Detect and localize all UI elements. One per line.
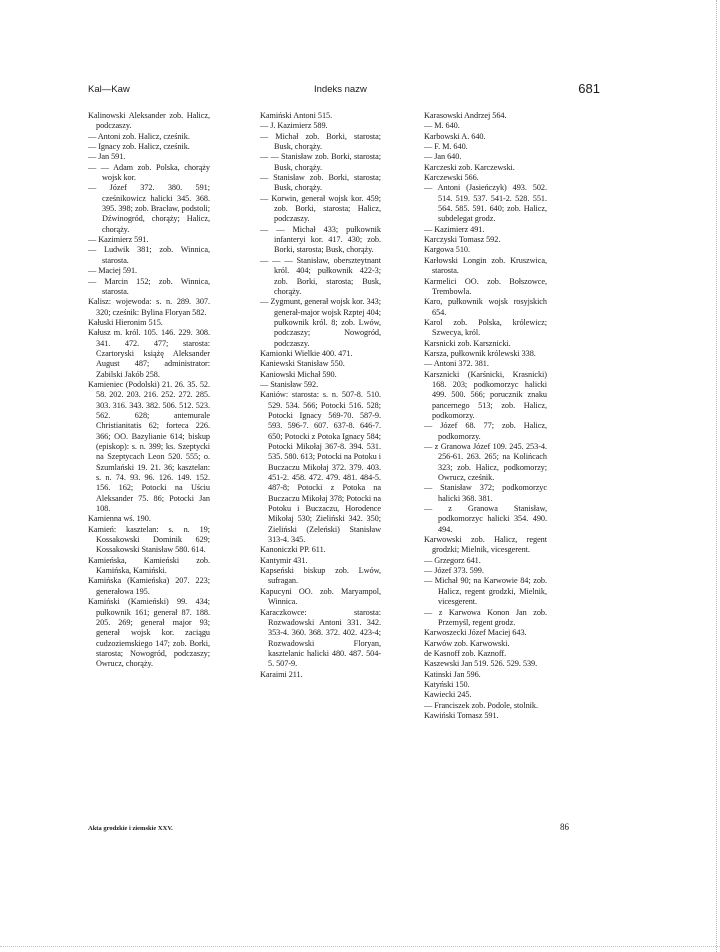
index-entry: Kamieniec (Podolski) 21. 26. 35. 52. 58. 202. 203. 216. 252. 272. 285. 303. 316. 343. 382. 506. 512. 523. 562. 628; antemurale Christianitatis 62; forteca 226. 366; OO. Bazylianie 614; biskup (episkop): s. n. 399; ks. Szeptycki na Szeptycach Leon 520. 555; o. Szumlański 19. 21. 36; kasztelan: s. n. 74. 93. 96. 126. 149. 152. 156. 162; Potocki na Uściu Aleksander 75. 86; Potocki Jan 108. xyxy=(88,379,210,514)
index-entry: — Kazimierz 491. xyxy=(424,224,485,234)
index-entry: Karwowski zob. Halicz, regent grodzki; Mielnik, vicesgerent. xyxy=(424,535,547,555)
index-entry: Kapseński biskup zob. Lwów, sufragan. xyxy=(260,566,381,586)
index-entry: Kanoniczki PP. 611. xyxy=(260,545,326,555)
header-title: Indeks nazw xyxy=(314,84,367,95)
index-entry: Karmelici OO. zob. Bołszowce, Trembowla. xyxy=(424,276,547,296)
index-entry: — — Adam zob. Polska, chorąży wojsk kor. xyxy=(88,162,210,183)
index-entry: — — — Stanisław, oberszteytnant król. 404; pułkownik 422-3; zob. Borki, starosta; Busk, chorąży. xyxy=(260,255,381,296)
index-entry: Kaniowski Michał 590. xyxy=(260,369,337,379)
footer-source: Akta grodzkie i ziemskie XXV. xyxy=(88,825,173,832)
page-number: 681 xyxy=(578,81,600,96)
index-entry: Kamionki Wielkie 400. 471. xyxy=(260,348,353,358)
index-entry: Karbowski A. 640. xyxy=(424,131,486,141)
page-edge-right xyxy=(716,0,718,952)
index-entry: — Ludwik 381; zob. Winnica, starosta. xyxy=(88,245,210,265)
index-entry: Kamienna wś. 190. xyxy=(88,514,151,524)
index-entry: — — Stanisław zob. Borki, starosta; Busk, chorąży. xyxy=(260,152,381,172)
index-entry: Karwów zob. Karwowski. xyxy=(424,638,510,648)
index-entry: Katinski Jan 596. xyxy=(424,669,481,679)
index-entry: — Maciej 591. xyxy=(88,266,138,276)
index-entry: Karsnicki zob. Karsznicki. xyxy=(424,338,511,348)
index-entry: — Kazimierz 591. xyxy=(88,235,149,245)
header-range: Kal—Kaw xyxy=(88,84,130,95)
index-column-3 xyxy=(424,111,547,721)
index-entry: — Zygmunt, generał wojsk kor. 343; generał-major wojsk Rzptej 404; pułkownik król. 8; zob. Lwów, podczaszy; Nowogród, podczaszy. xyxy=(260,297,381,348)
index-entry: Kamiński (Kamieński) 99. 434; pułkownik 161; generał 87. 188. 205. 269; generał major 93; generał wojsk kor. zaciągu cudzoziemskiego 147; zob. Borki, starosta; Nowogród, podczaszy; Owrucz, chorąży. xyxy=(88,597,210,669)
index-entry: de Kasnoff zob. Kaznoff. xyxy=(424,648,507,658)
index-entry: — Franciszek zob. Podole, stolnik. xyxy=(424,700,539,710)
index-entry: — Grzegorz 641. xyxy=(424,555,481,565)
index-entry: Karo, pułkownik wojsk rosyjskich 654. xyxy=(424,297,547,317)
index-entry: Karczewski 566. xyxy=(424,173,479,183)
index-entry: — z Granowa Stanisław, podkomorzyc halicki 354. 490. 494. xyxy=(424,504,547,534)
index-entry: — Jan 591. xyxy=(88,152,126,162)
page-edge-bottom xyxy=(0,946,720,948)
index-entry: Kaszewski Jan 519. 526. 529. 539. xyxy=(424,659,538,669)
index-entry: Kamińska (Kamieńska) 207. 223; generałowa 195. xyxy=(88,576,210,596)
running-header xyxy=(88,81,600,99)
index-entry: Karczyski Tomasz 592. xyxy=(424,235,501,245)
index-entry: Kaniów: starosta: s. n. 507-8. 510. 529. 534. 566; Potocki 516. 528; Potocki Ignacy 569-70. 587-9. 593. 596-7. 607. 637-8. 646-7. 650; Potocki z Potoka Ignacy 584; Potocki Mikołaj 367-8. 394. 531. 535. 580. 613; Potocki na Potoku i Buczaczu Mikołaj 372. 379. 403. 451-2. 458. 472. 479. 481. 484-5. 487-8; Potocki z Potoka na Buczaczu Mikołaj 378; Potocki na Potoku i Buczaczu, Horodence Mikołaj 530; Zieliński 342. 350; Zieliński (Zeleński) Stanisław 313-4. 345. xyxy=(260,390,381,545)
index-entry: Karłowski Longin zob. Kruszwica, starosta. xyxy=(424,255,547,276)
index-entry: — Stanisław 372; podkomorzyc halicki 368. 381. xyxy=(424,483,547,503)
index-entry: — Stanisław 592. xyxy=(260,379,319,389)
index-entry: Kapucyni OO. zob. Maryampol, Winnica. xyxy=(260,586,381,607)
index-entry: Karsznicki (Karśnicki, Krasnicki) 168. 203; podkomorzyc halicki 499. 500. 566; porucznik znaku pancernego 513; zob. Halicz, podkomorzy. xyxy=(424,369,547,420)
index-entry: Kaniewski Stanisław 550. xyxy=(260,359,345,369)
index-entry: — Antoni zob. Halicz, cześnik. xyxy=(88,131,190,141)
index-entry: Kałuski Hieronim 515. xyxy=(88,317,163,327)
index-entry: — z Karwowa Konon Jan zob. Przemyśl, regent grodz. xyxy=(424,607,547,627)
index-entry: — Michał zob. Borki, starosta; Busk, chorąży. xyxy=(260,131,381,152)
index-entry: — M. 640. xyxy=(424,121,460,131)
index-entry: Karol zob. Polska, królewicz; Szwecya, król. xyxy=(424,317,547,338)
index-entry: — Antoni 372. 381. xyxy=(424,359,489,369)
index-entry: — Józef 68. 77; zob. Halicz, podkomorzy. xyxy=(424,421,547,441)
index-entry: — Korwin, generał wojsk kor. 459; zob. Borki, starosta; Halicz, podczaszy. xyxy=(260,193,381,224)
index-entry: — Stanisław zob. Borki, starosta; Busk, chorąży. xyxy=(260,173,381,193)
index-entry: Karczeski zob. Karczewski. xyxy=(424,162,515,172)
index-entry: Kamień: kasztelan: s. n. 19; Kossakowski Dominik 629; Kossakowski Stanisław 580. 614. xyxy=(88,524,210,555)
index-entry: Karaimi 211. xyxy=(260,669,303,679)
index-entry: Kamiński Antoni 515. xyxy=(260,111,333,120)
index-entry: Kalisz: wojewoda: s. n. 289. 307. 320; cześnik: Bylina Floryan 582. xyxy=(88,297,210,317)
index-entry: Karwoszecki Józef Maciej 643. xyxy=(424,628,527,638)
index-entry: Kałusz m. król. 105. 146. 229. 308. 341. 472. 477; starosta: Czartoryski książę Aleksander August 487; administrator: Zabilski Jakób 258. xyxy=(88,328,210,379)
index-entry: Kargowa 510. xyxy=(424,245,470,255)
index-entry: — Marcin 152; zob. Winnica, starosta. xyxy=(88,276,210,296)
index-entry: Kalinowski Aleksander zob. Halicz, podczaszy. xyxy=(88,111,210,131)
index-entry: Karaczkowce: starosta: Rozwadowski Antoni 331. 342. 353-4. 360. 368. 372. 402. 423-4; Rozwadowski Floryan, kasztelanic halicki 480. 487. 504-5. 507-9. xyxy=(260,607,381,669)
index-column-1 xyxy=(88,111,210,670)
index-column-2 xyxy=(260,111,381,680)
index-entry: Kamieńska, Kamieński zob. Kamińska, Kamiński. xyxy=(88,555,210,576)
index-entry: — Ignacy zob. Halicz, cześnik. xyxy=(88,142,190,152)
index-entry: Kantymir 431. xyxy=(260,555,308,565)
index-entry: Karsza, pułkownik królewski 338. xyxy=(424,348,536,358)
index-entry: — F. M. 640. xyxy=(424,142,468,152)
index-entry: Kawiński Tomasz 591. xyxy=(424,710,499,720)
index-entry: Kawiecki 245. xyxy=(424,690,472,700)
index-entry: — Michał 90; na Karwowie 84; zob. Halicz, regent grodzki, Mielnik, vicesgerent. xyxy=(424,576,547,607)
index-entry: — Antoni (Jasieńczyk) 493. 502. 514. 519. 537. 541-2. 528. 551. 564. 585. 591. 640; zob. Halicz, subdelegat grodz. xyxy=(424,183,547,224)
index-entry: — J. Kazimierz 589. xyxy=(260,121,328,131)
index-entry: Karasowski Andrzej 564. xyxy=(424,111,507,120)
index-entry: — Jan 640. xyxy=(424,152,462,162)
index-entry: Katyński 150. xyxy=(424,679,470,689)
index-entry: — Józef 372. 380. 591; cześnikowicz halicki 345. 368. 395. 398; zob. Bracław, podstoli; Dźwinogród, chorąży; Halicz, chorąży. xyxy=(88,183,210,234)
index-entry: — Józef 373. 599. xyxy=(424,566,484,576)
footer-signature: 86 xyxy=(560,822,569,832)
index-entry: — — Michał 433; pułkownik infanteryi kor. 417. 430; zob. Borki, starosta; Busk, chorąży. xyxy=(260,224,381,255)
index-entry: — z Granowa Józef 109. 245. 253-4. 256-61. 263. 265; na Kolińcach 323; zob. Halicz, podkomorzy; Owrucz, cześnik. xyxy=(424,442,547,483)
